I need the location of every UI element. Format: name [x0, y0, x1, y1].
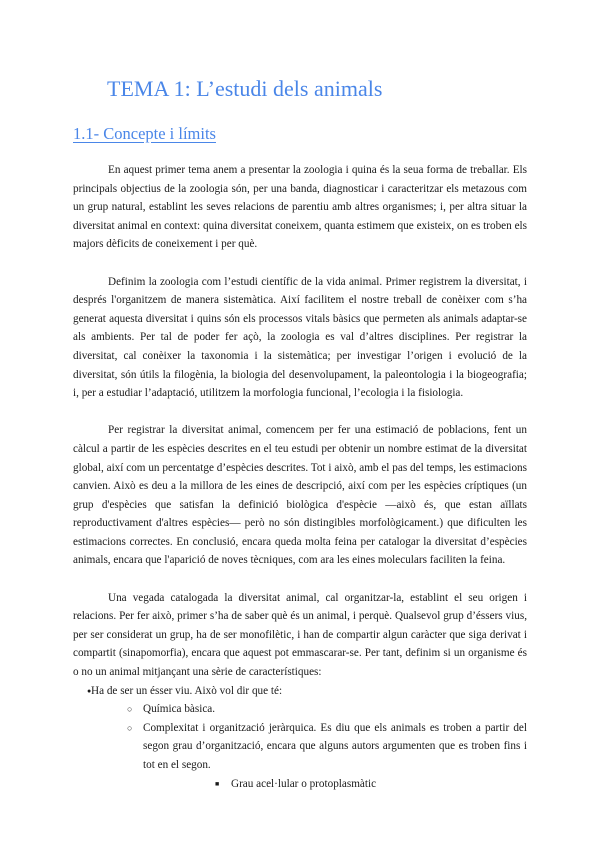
list-item — [73, 682, 527, 794]
sub-sub-list-item — [143, 775, 527, 794]
sub-list — [91, 700, 527, 793]
characteristics-list — [73, 682, 527, 794]
sub-sub-list-item-text: ■ Grau acel·lular o protoplasmàtic — [231, 777, 377, 790]
paragraph-organization: Una vegada catalogada la diversitat animal, cal organitzar-la, establint el seu origen i relacions. Per fer això, primer s’ha de saber què és un animal, i perquè. Qualsevol grup d’éssers vius, per ser considerat un grup, ha de ser monofilètic, i han de compartir algun caràcter que siga derivat i compartit (sinapomorfia), encara que aquest pot emmascarar-se. Per tant, definim si un organisme és o no un animal mitjançant una sèrie de característiques: — [73, 591, 527, 679]
sub-list-item-text: ○ Química bàsica. — [143, 703, 216, 716]
paragraph-definition: Definim la zoologia com l’estudi científic de la vida animal. Primer registrem la diversitat, i després l'organitzem de manera sistemàtica. Així facilitem el nostre treball de conèixer com s’ha generat aquesta diversitat i quins són els processos vitals bàsics que permeten als animals adaptar-se als ambients. Per tal de poder fer açò, la zoologia es val d’altres disciplines. Per registrar la diversitat, cal conèixer la taxonomia i la sistemàtica; per investigar l’origen i evolució de la diversitat, són útils la filogènia, la biologia del desenvolupament, la paleontologia i la biogeografia; i, per a estudiar l’adaptació, utilitzem la morfologia funcional, l’ecologia i la fisiologia. — [73, 275, 527, 400]
list-item-text: ● Ha de ser un ésser viu. Això vol dir que té: — [91, 684, 283, 697]
sub-list-item-text: ○ Complexitat i organització jeràrquica. Es diu que els animals es troben a partir del segon grau d’organització, encara que alguns autors argumenten que es troben fins i tot en el segon. — [143, 721, 527, 771]
paragraph-intro: En aquest primer tema anem a presentar la zoologia i quina és la seua forma de treballar. Els principals objectius de la zoologia són, per una banda, diagnosticar i caracteritzar els metazous com un grup natural, establint les seves relacions de parentiu amb altres organismes; i, per altra situar la diversitat animal en context: quina diversitat coneixem, quanta estimem que existeix, on es troben els majors dèficits de coneixement i per què. — [73, 164, 527, 251]
paragraph-diversity: Per registrar la diversitat animal, comencem per fer una estimació de poblacions, fent un càlcul a partir de les espècies descrites en el teu estudi per obtenir un nombre estimat de la diversitat global, així com un percentatge d’espècies descrites. Tot i això, amb el pas del temps, les estimacions canvien. Això es deu a la millora de les eines de descripció, així com per les espècies críptiques (un grup d'espècies que satisfan la definició biològica d'espècie —això és, que estan aïllats reproductivament d'altres espècies— però no són distingibles morfològicament.) que dificulten les estimacions correctes. En conclusió, encara queda molta feina per catalogar la diversitat d’espècies animals, encara que l'aparició de noves tècniques, com ara les eines moleculars faciliten la feina. — [73, 424, 527, 567]
sub-list-item — [91, 719, 527, 793]
page-title: TEMA 1: L’estudi dels animals — [107, 76, 383, 101]
document-body — [73, 161, 527, 793]
sub-sub-list — [143, 775, 527, 794]
section-heading: 1.1- Concepte i límits — [73, 124, 216, 143]
sub-list-item — [91, 700, 527, 719]
